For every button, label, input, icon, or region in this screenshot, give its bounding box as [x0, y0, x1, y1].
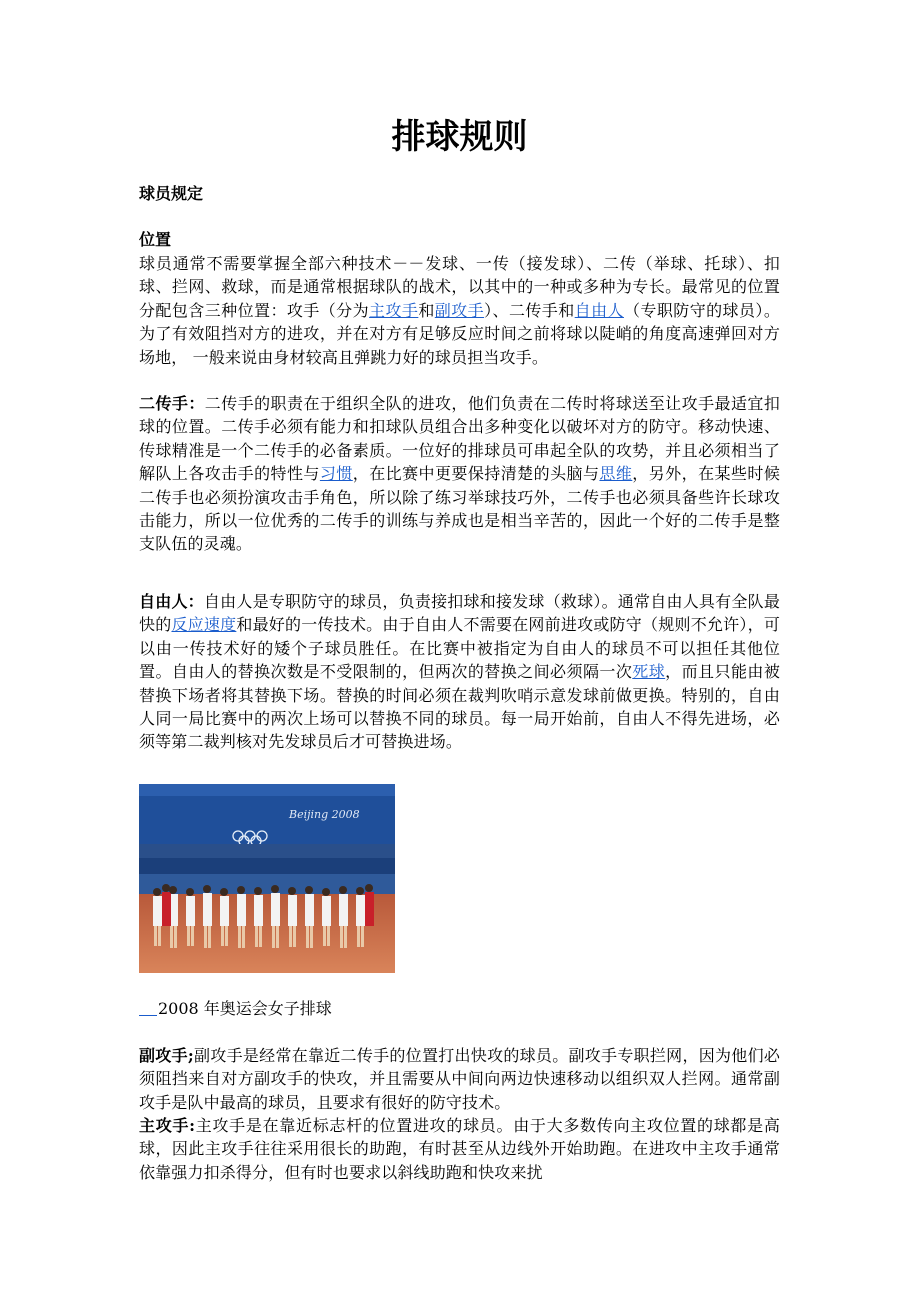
- link-reaction-speed[interactable]: 反应速度: [171, 615, 237, 635]
- libero-paragraph: [139, 590, 780, 754]
- caption-text: 2008 年奥运会女子排球: [158, 999, 332, 1018]
- position-heading: 位置: [139, 230, 172, 249]
- vice-attacker-paragraph: [139, 1044, 780, 1114]
- link-vice-attacker[interactable]: 副攻手: [434, 300, 485, 320]
- link-habit[interactable]: 习惯: [319, 464, 353, 484]
- text-run: ，另外，在某些时候二传手也必须扮演攻击手角色，所以除了练习举球技巧外，二传手也必须具备些许长球攻击能力，所以一位优秀的二传手的训练与养成也是相当辛苦的，因此一个好的二传手是整支队伍的灵魂。: [139, 464, 780, 554]
- vice-label: 副攻手;: [139, 1046, 194, 1065]
- officials-table: [139, 844, 395, 858]
- photo-caption: [139, 997, 332, 1021]
- caption-link-blank[interactable]: [139, 999, 157, 1016]
- text-run: ）、二传手和: [484, 300, 575, 320]
- text-run: 主攻手是在靠近标志杆的位置进攻的球员。由于大多数传向主攻位置的球都是高球，因此主攻手往往采用很长的助跑，有时甚至从边线外开始助跑。在进攻中主攻手通常依靠强力扣杀得分，但有时也要求以斜线助跑和快攻来扰: [139, 1116, 780, 1182]
- position-paragraph: [139, 252, 780, 369]
- volleyball-team-photo: [139, 784, 395, 973]
- main-attacker-paragraph: [139, 1114, 780, 1184]
- setter-label: 二传手：: [139, 394, 205, 413]
- banner-text: Beijing 2008: [289, 808, 360, 821]
- link-main-attacker[interactable]: 主攻手: [369, 300, 419, 320]
- text-run: ，在比赛中更要保持清楚的头脑与: [352, 464, 600, 484]
- link-libero[interactable]: 自由人: [574, 300, 624, 320]
- text-run: ，而且只能由被替换下场者将其替换下场。替换的时间必须在裁判吹哨示意发球前做更换。特别的，自由人同一局比赛中的两次上场可以替换不同的球员。每一局开始前，自由人不得先进场，必须等第二裁判核对先发球员后才可替换进场。: [139, 662, 780, 752]
- text-run: 自由人是专职防守的球员，负责接扣球和接发球（救球）。通常自由人具有全队最快的: [139, 592, 780, 635]
- text-run: 和最好的一传技术。由于自由人不需要在网前进攻或防守（规则不允许），可以由一传技术好的矮个子球员胜任。在比赛中被指定为自由人的球员不可以担任其他位置。自由人的替换次数是不受限制的，但两次的替换之间必须隔一次: [139, 615, 780, 682]
- main-label: 主攻手:: [139, 1116, 196, 1135]
- link-dead-ball[interactable]: 死球: [632, 662, 666, 682]
- text-run: 和: [418, 300, 435, 320]
- setter-paragraph: [139, 392, 780, 556]
- libero-label: 自由人：: [139, 592, 204, 611]
- text-run: 二传手的职责在于组织全队的进攻，他们负责在二传时将球送至让攻手最适宜扣球的位置。二传手必须有能力和扣球队员组合出多种变化以破坏对方的防守。移动快速、传球精准是一个二传手的必备素质。一位好的排球员可串起全队的攻势，并且必须相当了解队上各攻击手的特性与: [139, 394, 780, 484]
- text-run: 球员通常不需要掌握全部六种技术－－发球、一传（接发球）、二传（举球、托球）、扣球、拦网、救球，而是通常根据球队的战术，以其中的一种或多种为专长。最常见的位置分配包含三种位置：攻手（分为: [139, 254, 780, 320]
- table-front: [139, 858, 395, 874]
- section-heading: 球员规定: [139, 184, 204, 203]
- text-run: （专职防守的球员）。 为了有效阻挡对方的进攻，并在对方有足够反应时间之前将球以陡峭的角度高速弹回对方场地， 一般来说由身材较高且弹跳力好的球员担当攻手。: [139, 300, 780, 367]
- text-run: 副攻手是经常在靠近二传手的位置打出快攻的球员。副攻手专职拦网，因为他们必须阻挡来自对方副攻手的快攻，并且需要从中间向两边快速移动以组织双人拦网。通常副攻手是队中最高的球员，且要求有很好的防守技术。: [139, 1046, 780, 1112]
- document-title: 排球规则: [391, 117, 528, 157]
- stands-top: [139, 784, 395, 796]
- link-thinking[interactable]: 思维: [599, 464, 633, 484]
